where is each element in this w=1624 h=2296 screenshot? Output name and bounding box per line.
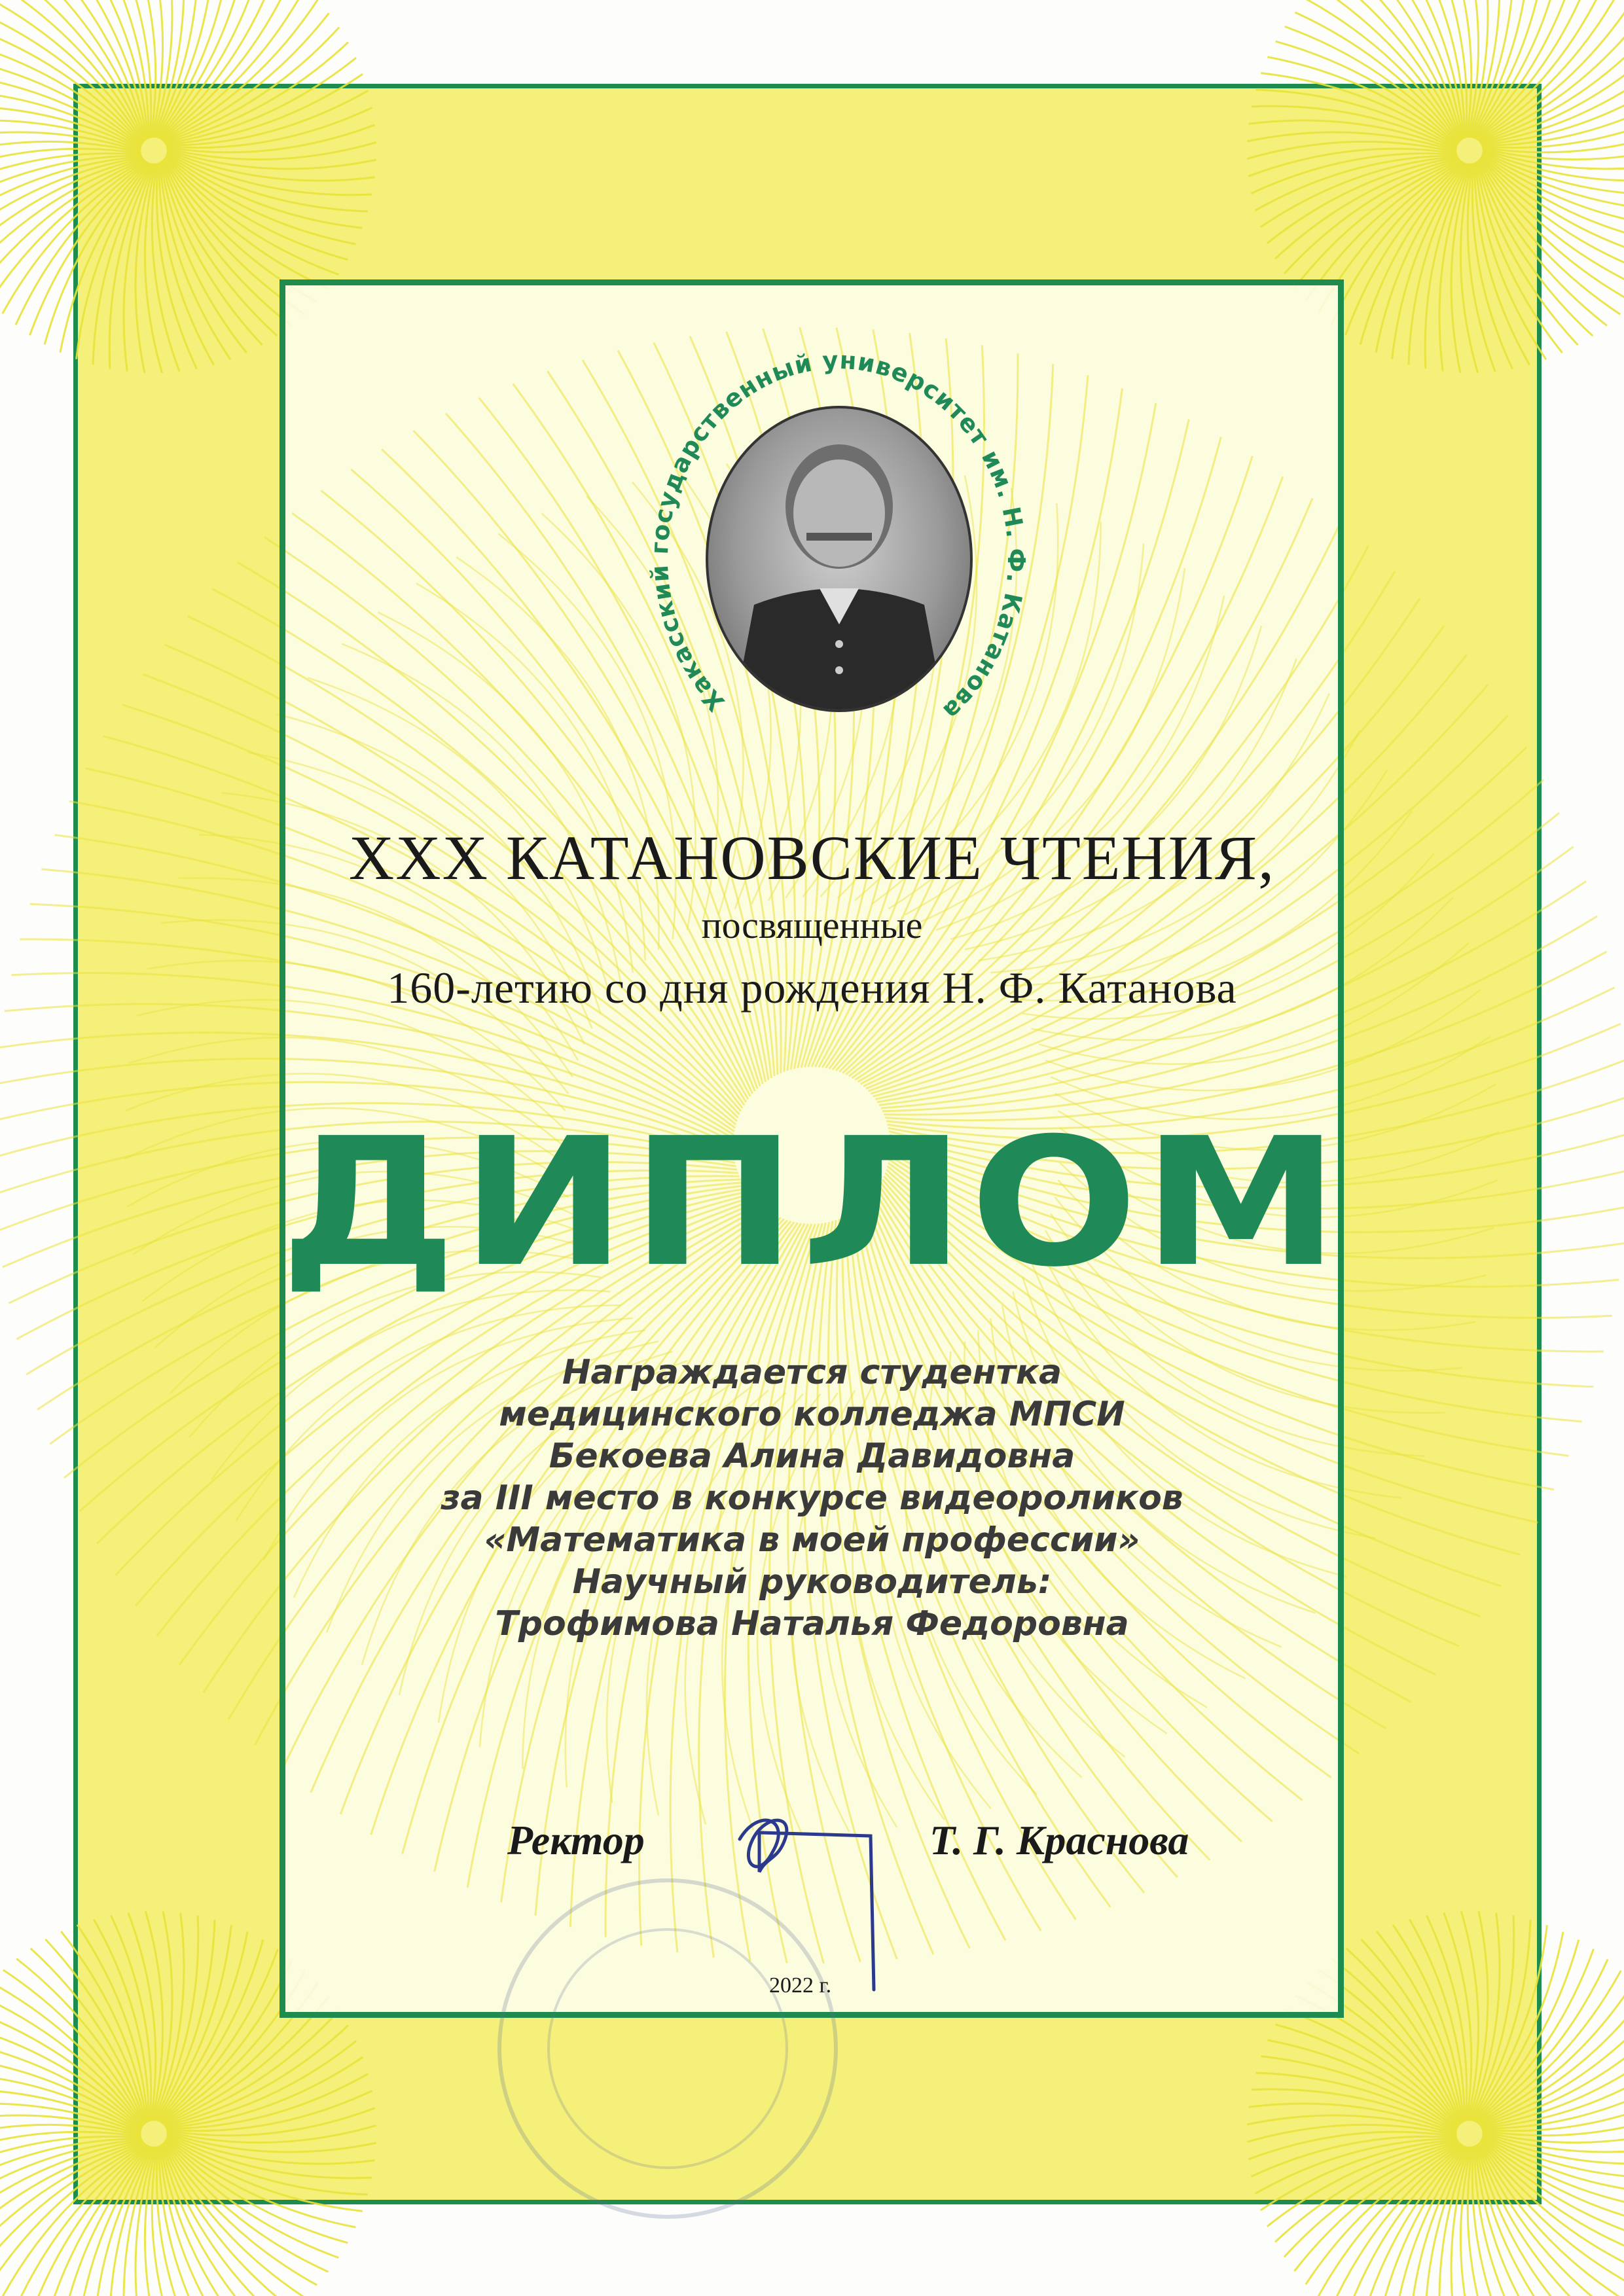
- document-year: 2022 г.: [769, 1973, 832, 1998]
- ray-line: [0, 12, 143, 144]
- event-subtitle-line1: посвященные: [701, 904, 923, 946]
- event-title: XXX КАТАНОВСКИЕ ЧТЕНИЯ,: [348, 823, 1276, 893]
- ray-line: [0, 1996, 143, 2127]
- rector-name: Т. Г. Краснова: [929, 1817, 1189, 1863]
- award-contest-name: «Математика в моей профессии»: [484, 1520, 1140, 1560]
- diploma-heading: ДИПЛОМ: [280, 1100, 1344, 1306]
- award-line: за III место в конкурсе видеороликов: [441, 1479, 1183, 1518]
- event-subtitle-line2: 160-летию со дня рождения Н. Ф. Катанова: [387, 963, 1237, 1013]
- university-emblem: [628, 321, 1047, 779]
- award-supervisor: Трофимова Наталья Федоровна: [495, 1604, 1129, 1643]
- ray-line: [1481, 2140, 1624, 2272]
- award-line: Научный руководитель:: [572, 1562, 1052, 1602]
- award-text: [0, 1352, 1624, 1645]
- rector-label: Ректор: [507, 1817, 645, 1863]
- award-recipient: Бекоева Алина Давидовна: [549, 1437, 1075, 1476]
- emblem-arc-text: Хакасский государственный университет им. Н. Ф. Катанова: [645, 346, 1031, 726]
- award-line: медицинского колледжа МПСИ: [499, 1395, 1125, 1434]
- ray-line: [1481, 157, 1624, 289]
- award-line: Награждается студентка: [562, 1353, 1062, 1392]
- svg-text:Хакасский государственный унив: [645, 346, 1030, 726]
